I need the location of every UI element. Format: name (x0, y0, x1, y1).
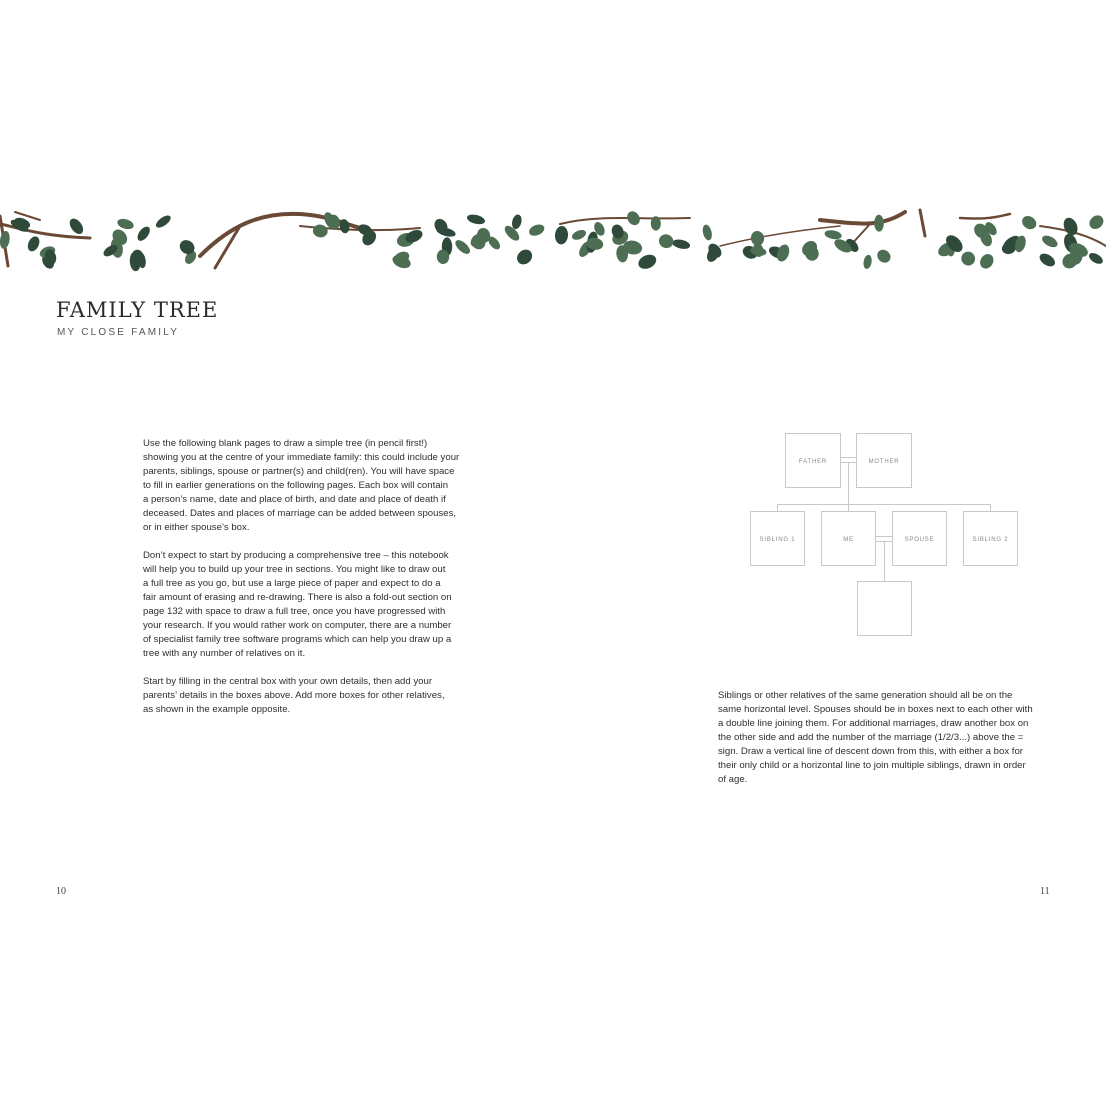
leaf-icon (874, 215, 884, 232)
leaf-icon (959, 249, 978, 268)
leaf-icon (116, 217, 135, 231)
leaf-icon (135, 224, 152, 243)
leaf-icon (154, 213, 173, 230)
spouse-label: SPOUSE (904, 537, 935, 543)
leaf-icon (1037, 251, 1057, 269)
leaf-icon (67, 216, 86, 236)
leaf-icon (312, 223, 329, 238)
leaf-icon (453, 238, 472, 257)
page-title: FAMILY TREE (56, 298, 219, 322)
leaf-icon (862, 254, 872, 269)
leaf-icon (657, 232, 676, 250)
generations-paragraph: Siblings or other relatives of the same generation should all be on the same horizontal level. Spouses should be in boxes next to each other with a double line joining them. For additional marriages, draw another box on the other side and add the number of the marriage (1/2/3...) above the = sign. Draw a vertical line of descent down from this, with either a box for their only child or a horizontal line to join multiple siblings, drawn in order of age. (718, 690, 1033, 785)
page-number-right: 11 (1040, 886, 1050, 897)
page-number-left: 10 (56, 886, 66, 897)
leaf-icon (1040, 233, 1059, 249)
me-label: ME (843, 537, 854, 543)
leaf-icon (527, 222, 546, 238)
leaf-icon (875, 247, 893, 265)
leaf-icon (775, 243, 792, 263)
leaf-icon (554, 226, 568, 245)
start-paragraph: Start by filling in the central box with your own details, then add your parents’ details in the boxes above. Add more boxes for other relatives, as shown in the example opposite. (143, 676, 445, 715)
page-subtitle: MY CLOSE FAMILY (57, 327, 180, 338)
sibling-1-label: SIBLING 1 (759, 537, 796, 543)
leaf-icon (636, 252, 658, 271)
advice-paragraph: Don’t expect to start by producing a comprehensive tree – this notebook will help you to build up your tree in sections. You might like to draw out a full tree as you go, but use a large piece of paper and expect to do a fair amount of erasing and re-drawing. There is also a fold-out section on page 132 with space to draw a full tree, once you have progressed with your research. If you would rather work on computer, there are a number of specialist family tree software programs which can help you draw up a tree with any number of relatives on it. (143, 550, 452, 659)
leaf-icon (701, 224, 713, 242)
leaf-icon (1087, 251, 1104, 266)
leaf-icon (466, 213, 486, 226)
sibling-2-label: SIBLING 2 (972, 537, 1009, 543)
child-box (858, 582, 912, 636)
leaf-icon (1087, 213, 1106, 232)
leaf-icon (26, 235, 42, 254)
leaf-icon (1020, 213, 1039, 232)
leaf-icon (571, 228, 588, 242)
mother-label: MOTHER (868, 459, 900, 465)
leaf-icon (824, 229, 842, 240)
leaf-icon (977, 252, 996, 272)
family-tree-diagram (740, 424, 1030, 644)
leafy-branch-banner (0, 206, 1106, 288)
leaf-icon (514, 247, 535, 268)
father-label: FATHER (798, 459, 828, 465)
leaf-icon (671, 238, 690, 250)
intro-paragraph: Use the following blank pages to draw a simple tree (in pencil first!) showing you at the centre of your immediate family: this could include your parents, siblings, spouse or partner(s) and child(ren). You will have space to fill in earlier generations on the following pages. Each box will contain a person’s name, date and place of birth, and date and place of death if deceased. Dates and places of marriage can be added between spouses, or in either spouse’s box. (143, 438, 460, 533)
